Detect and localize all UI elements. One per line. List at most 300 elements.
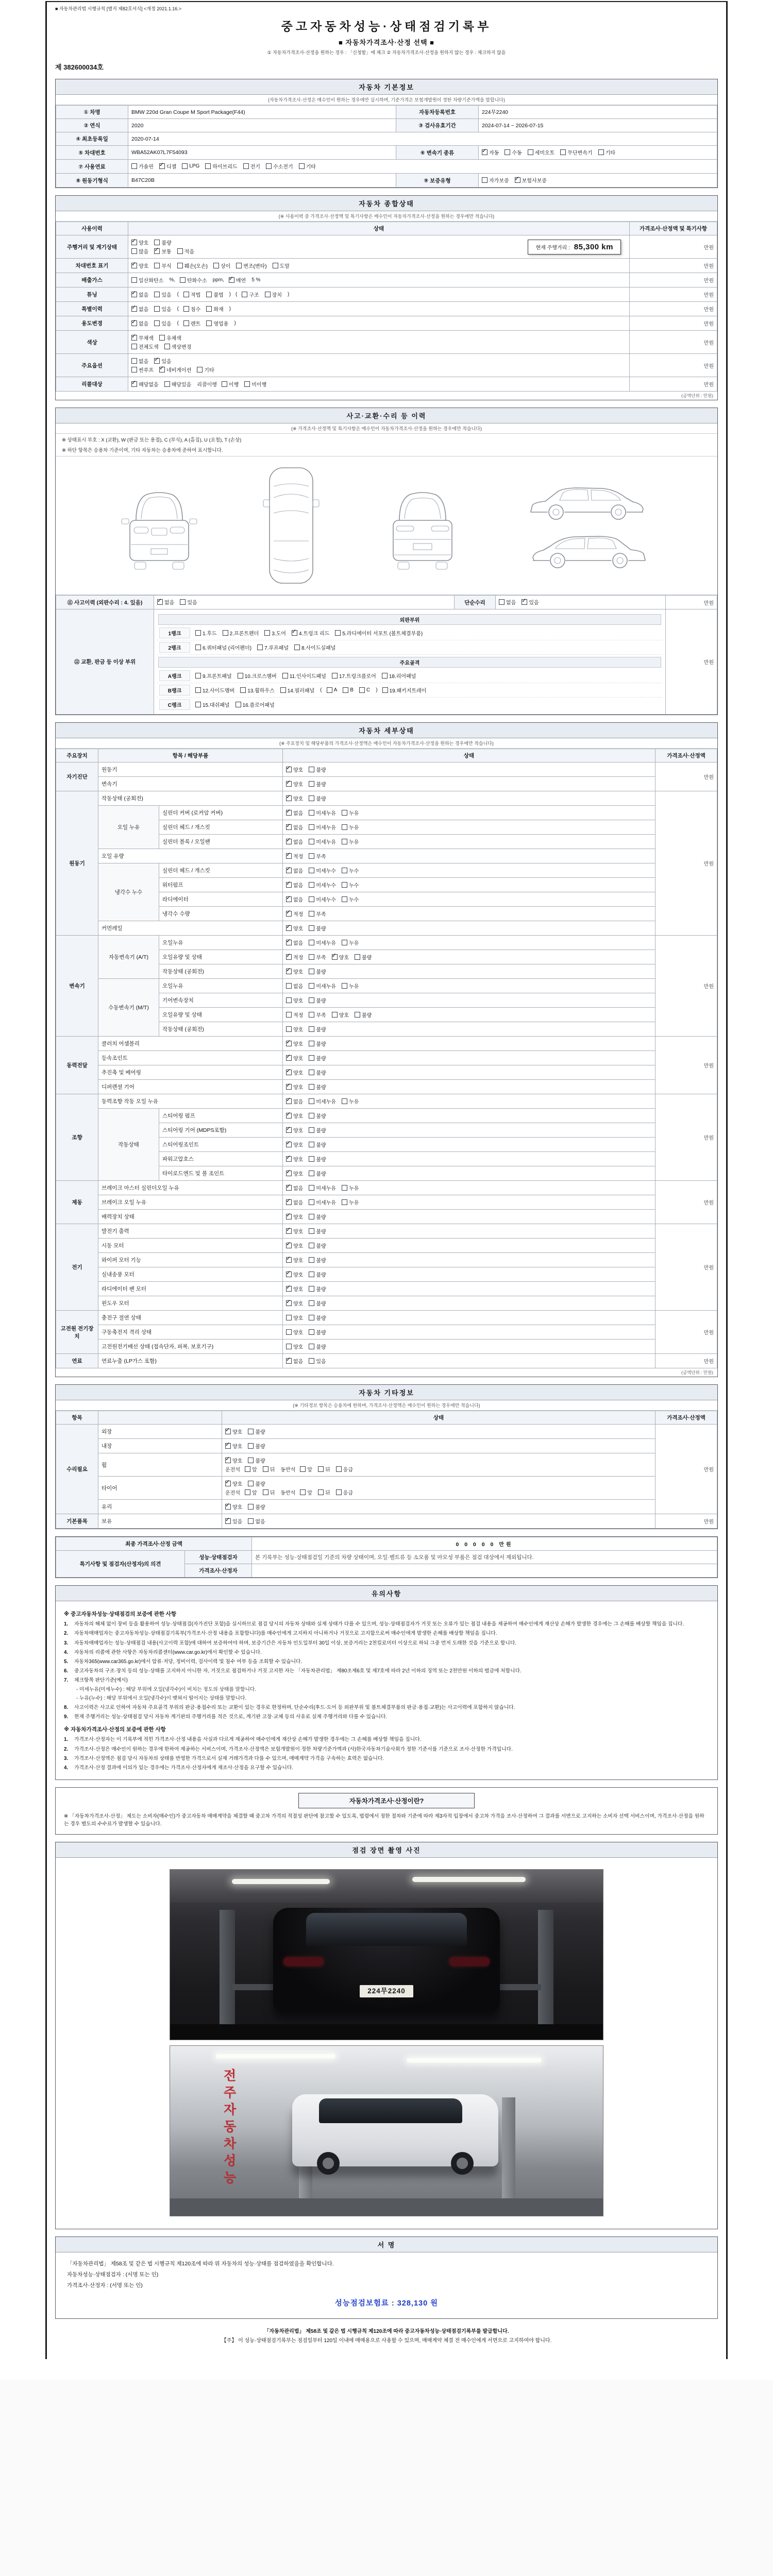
checkbox[interactable] <box>286 1098 292 1104</box>
checkbox-option[interactable] <box>309 924 326 932</box>
checkbox[interactable] <box>240 687 246 693</box>
checkbox-option[interactable] <box>157 598 174 606</box>
checkbox[interactable] <box>355 1012 360 1018</box>
checkbox[interactable] <box>309 1228 314 1234</box>
checkbox-option[interactable] <box>286 1270 303 1278</box>
checkbox[interactable] <box>286 795 292 801</box>
checkbox-option[interactable] <box>309 1343 326 1350</box>
checkbox-option[interactable] <box>309 1126 326 1134</box>
checkbox-option[interactable] <box>309 794 326 802</box>
checkbox[interactable] <box>286 1185 292 1191</box>
checkbox-option[interactable] <box>309 1025 326 1033</box>
checkbox-option[interactable] <box>236 701 275 708</box>
checkbox[interactable] <box>327 687 332 693</box>
checkbox[interactable] <box>505 149 510 155</box>
checkbox-option[interactable] <box>309 1314 326 1321</box>
checkbox[interactable] <box>309 940 314 945</box>
checkbox-option[interactable] <box>309 780 326 788</box>
checkbox-option[interactable] <box>332 1011 349 1019</box>
checkbox[interactable] <box>195 673 201 679</box>
checkbox-option[interactable] <box>154 247 171 255</box>
checkbox[interactable] <box>309 853 314 859</box>
checkbox[interactable] <box>223 630 228 636</box>
checkbox[interactable] <box>286 983 292 989</box>
checkbox[interactable] <box>286 1026 292 1032</box>
checkbox-option[interactable] <box>265 291 282 298</box>
checkbox[interactable] <box>197 367 203 372</box>
checkbox-option[interactable] <box>286 1285 303 1293</box>
checkbox-option[interactable] <box>180 276 207 284</box>
checkbox[interactable] <box>286 911 292 917</box>
checkbox-option[interactable] <box>286 1025 303 1033</box>
checkbox-option[interactable] <box>286 1126 303 1134</box>
checkbox-option[interactable] <box>244 380 266 388</box>
checkbox[interactable] <box>294 645 300 650</box>
checkbox-option[interactable] <box>164 343 192 350</box>
checkbox[interactable] <box>286 853 292 859</box>
checkbox-option[interactable] <box>182 163 199 169</box>
checkbox-option[interactable] <box>263 1465 275 1473</box>
checkbox-option[interactable] <box>318 1465 330 1473</box>
checkbox-option[interactable] <box>159 334 181 342</box>
checkbox-option[interactable] <box>286 881 303 889</box>
checkbox-option[interactable] <box>342 1198 359 1206</box>
checkbox-option[interactable] <box>154 305 171 313</box>
checkbox-option[interactable] <box>482 176 509 184</box>
checkbox[interactable] <box>242 292 247 297</box>
checkbox-option[interactable] <box>286 838 303 845</box>
checkbox-option[interactable] <box>205 162 237 170</box>
checkbox[interactable] <box>309 1127 314 1133</box>
checkbox-option[interactable] <box>248 1503 265 1511</box>
checkbox[interactable] <box>309 983 314 989</box>
checkbox[interactable] <box>309 1084 314 1090</box>
checkbox-option[interactable] <box>286 1054 303 1062</box>
checkbox[interactable] <box>154 320 160 326</box>
checkbox[interactable] <box>342 839 347 844</box>
checkbox[interactable] <box>300 1466 306 1472</box>
checkbox-option[interactable] <box>309 968 326 975</box>
checkbox[interactable] <box>154 358 160 364</box>
checkbox[interactable] <box>183 292 189 297</box>
checkbox[interactable] <box>355 954 360 960</box>
checkbox-option[interactable] <box>248 1517 265 1525</box>
checkbox-option[interactable] <box>286 1343 303 1350</box>
checkbox[interactable] <box>382 687 388 693</box>
checkbox-option[interactable] <box>342 809 359 817</box>
checkbox[interactable] <box>286 839 292 844</box>
checkbox[interactable] <box>154 240 160 245</box>
checkbox-option[interactable] <box>286 968 303 975</box>
checkbox-option[interactable] <box>342 867 359 874</box>
checkbox-option[interactable] <box>131 305 148 313</box>
checkbox[interactable] <box>222 381 227 387</box>
checkbox-option[interactable] <box>318 1488 330 1496</box>
checkbox[interactable] <box>263 1489 268 1495</box>
checkbox[interactable] <box>206 320 212 326</box>
checkbox-option[interactable] <box>286 1242 303 1249</box>
checkbox-option[interactable] <box>309 1242 326 1249</box>
checkbox-option[interactable] <box>309 1328 326 1336</box>
checkbox-option[interactable] <box>286 823 303 831</box>
checkbox[interactable] <box>286 1127 292 1133</box>
checkbox[interactable] <box>131 277 137 283</box>
checkbox-option[interactable] <box>225 1442 242 1450</box>
checkbox-option[interactable] <box>309 1227 326 1235</box>
checkbox-option[interactable] <box>292 629 329 637</box>
checkbox-option[interactable] <box>286 953 303 961</box>
checkbox[interactable] <box>309 1243 314 1248</box>
checkbox-option[interactable] <box>598 148 615 156</box>
checkbox-option[interactable] <box>286 794 303 802</box>
checkbox[interactable] <box>560 149 566 155</box>
checkbox[interactable] <box>286 1257 292 1263</box>
checkbox-option[interactable] <box>206 305 223 313</box>
checkbox[interactable] <box>336 1489 342 1495</box>
checkbox[interactable] <box>195 687 201 693</box>
checkbox-option[interactable] <box>343 687 354 693</box>
checkbox[interactable] <box>131 240 137 245</box>
checkbox-option[interactable] <box>238 672 277 680</box>
checkbox[interactable] <box>154 306 160 312</box>
checkbox[interactable] <box>159 367 165 372</box>
checkbox-option[interactable] <box>309 910 326 918</box>
checkbox[interactable] <box>245 1466 250 1472</box>
checkbox-option[interactable] <box>355 1011 372 1019</box>
checkbox-option[interactable] <box>342 1097 359 1105</box>
checkbox-option[interactable] <box>286 766 303 773</box>
checkbox-option[interactable] <box>309 996 326 1004</box>
checkbox[interactable] <box>265 292 271 297</box>
checkbox-option[interactable] <box>154 291 171 298</box>
checkbox-option[interactable] <box>286 1299 303 1307</box>
checkbox-option[interactable] <box>154 357 171 365</box>
checkbox-option[interactable] <box>248 1456 265 1464</box>
checkbox[interactable] <box>499 599 505 605</box>
checkbox[interactable] <box>280 687 286 693</box>
checkbox-option[interactable] <box>309 1184 336 1192</box>
checkbox-option[interactable] <box>286 1328 303 1336</box>
checkbox-option[interactable] <box>286 1256 303 1264</box>
checkbox[interactable] <box>309 882 314 888</box>
checkbox-option[interactable] <box>286 809 303 817</box>
checkbox-option[interactable] <box>195 686 234 694</box>
checkbox[interactable] <box>286 868 292 873</box>
checkbox-option[interactable] <box>264 629 286 637</box>
checkbox[interactable] <box>286 1070 292 1075</box>
checkbox[interactable] <box>309 839 314 844</box>
checkbox[interactable] <box>299 163 305 169</box>
checkbox-option[interactable] <box>225 1503 242 1511</box>
checkbox-option[interactable] <box>309 1040 326 1047</box>
checkbox[interactable] <box>309 781 314 787</box>
checkbox-option[interactable] <box>131 262 148 269</box>
checkbox-option[interactable] <box>382 686 427 694</box>
checkbox[interactable] <box>332 1012 338 1018</box>
checkbox[interactable] <box>309 1199 314 1205</box>
checkbox-option[interactable] <box>309 1069 326 1076</box>
checkbox[interactable] <box>335 630 341 636</box>
checkbox[interactable] <box>286 824 292 830</box>
checkbox-option[interactable] <box>309 809 336 817</box>
checkbox-option[interactable] <box>280 686 315 694</box>
checkbox[interactable] <box>286 954 292 960</box>
checkbox-option[interactable] <box>327 687 338 693</box>
checkbox[interactable] <box>515 177 520 183</box>
checkbox-option[interactable] <box>243 162 260 170</box>
checkbox[interactable] <box>309 1214 314 1219</box>
checkbox[interactable] <box>248 1429 254 1434</box>
checkbox-option[interactable] <box>286 867 303 874</box>
checkbox-option[interactable] <box>286 1011 303 1019</box>
checkbox[interactable] <box>309 1257 314 1263</box>
checkbox-option[interactable] <box>131 247 148 255</box>
checkbox[interactable] <box>342 882 347 888</box>
checkbox-option[interactable] <box>286 1083 303 1091</box>
checkbox-option[interactable] <box>355 953 372 961</box>
checkbox-option[interactable] <box>336 1488 353 1496</box>
checkbox-option[interactable] <box>286 1155 303 1163</box>
checkbox[interactable] <box>131 381 137 387</box>
checkbox-option[interactable] <box>309 823 336 831</box>
checkbox-option[interactable] <box>482 148 499 156</box>
checkbox-option[interactable] <box>131 357 148 365</box>
checkbox[interactable] <box>382 673 388 679</box>
checkbox[interactable] <box>286 1142 292 1147</box>
checkbox-option[interactable] <box>195 672 232 680</box>
checkbox[interactable] <box>213 263 219 268</box>
checkbox[interactable] <box>309 1012 314 1018</box>
checkbox[interactable] <box>183 320 189 326</box>
checkbox[interactable] <box>236 263 242 268</box>
checkbox-option[interactable] <box>131 162 154 170</box>
checkbox-option[interactable] <box>309 1213 326 1221</box>
checkbox-option[interactable] <box>309 953 326 961</box>
checkbox[interactable] <box>206 306 212 312</box>
checkbox-option[interactable] <box>263 1488 275 1496</box>
checkbox[interactable] <box>286 1113 292 1118</box>
checkbox[interactable] <box>177 263 183 268</box>
checkbox-option[interactable] <box>342 895 359 903</box>
checkbox[interactable] <box>342 1098 347 1104</box>
checkbox[interactable] <box>286 896 292 902</box>
checkbox-option[interactable] <box>505 148 522 156</box>
checkbox[interactable] <box>225 1443 231 1449</box>
checkbox[interactable] <box>342 896 347 902</box>
checkbox[interactable] <box>286 1272 292 1277</box>
checkbox-option[interactable] <box>309 1198 336 1206</box>
checkbox[interactable] <box>164 381 170 387</box>
checkbox-option[interactable] <box>245 1488 257 1496</box>
checkbox[interactable] <box>309 1026 314 1032</box>
checkbox[interactable] <box>286 997 292 1003</box>
checkbox-option[interactable] <box>257 643 289 651</box>
checkbox[interactable] <box>206 292 212 297</box>
checkbox[interactable] <box>482 149 488 155</box>
checkbox[interactable] <box>286 1041 292 1046</box>
checkbox-option[interactable] <box>309 1155 326 1163</box>
checkbox-option[interactable] <box>286 1357 303 1365</box>
checkbox-option[interactable] <box>309 867 336 874</box>
checkbox-option[interactable] <box>242 291 259 298</box>
checkbox-option[interactable] <box>342 838 359 845</box>
checkbox[interactable] <box>236 702 241 707</box>
checkbox[interactable] <box>248 1481 254 1486</box>
checkbox-option[interactable] <box>222 380 239 388</box>
checkbox-option[interactable] <box>282 672 326 680</box>
checkbox[interactable] <box>286 1171 292 1176</box>
checkbox-option[interactable] <box>342 1184 359 1192</box>
checkbox[interactable] <box>292 630 297 636</box>
checkbox-option[interactable] <box>131 291 148 298</box>
checkbox[interactable] <box>359 687 365 693</box>
checkbox[interactable] <box>238 673 243 679</box>
checkbox[interactable] <box>309 868 314 873</box>
checkbox-option[interactable] <box>332 672 376 680</box>
checkbox[interactable] <box>286 1344 292 1349</box>
checkbox-option[interactable] <box>286 924 303 932</box>
checkbox-option[interactable] <box>225 1428 242 1435</box>
checkbox-option[interactable] <box>248 1442 265 1450</box>
checkbox[interactable] <box>257 645 263 650</box>
checkbox[interactable] <box>332 673 338 679</box>
checkbox-option[interactable] <box>248 1480 265 1487</box>
checkbox-option[interactable] <box>286 939 303 946</box>
checkbox[interactable] <box>309 1098 314 1104</box>
checkbox[interactable] <box>286 767 292 772</box>
checkbox-option[interactable] <box>131 276 163 284</box>
checkbox[interactable] <box>309 1142 314 1147</box>
checkbox-option[interactable] <box>183 305 200 313</box>
checkbox[interactable] <box>309 925 314 931</box>
checkbox-option[interactable] <box>286 1141 303 1148</box>
checkbox[interactable] <box>342 1185 347 1191</box>
checkbox[interactable] <box>263 1466 268 1472</box>
checkbox-option[interactable] <box>223 629 259 637</box>
checkbox[interactable] <box>342 810 347 816</box>
checkbox[interactable] <box>309 1185 314 1191</box>
checkbox-option[interactable] <box>515 176 547 184</box>
checkbox[interactable] <box>286 1199 292 1205</box>
checkbox[interactable] <box>309 1272 314 1277</box>
checkbox[interactable] <box>343 687 348 693</box>
checkbox-option[interactable] <box>309 895 336 903</box>
checkbox-option[interactable] <box>236 262 266 269</box>
checkbox[interactable] <box>309 969 314 974</box>
checkbox[interactable] <box>131 163 137 169</box>
checkbox-option[interactable] <box>206 319 228 327</box>
checkbox[interactable] <box>286 882 292 888</box>
checkbox-option[interactable] <box>309 1256 326 1264</box>
checkbox-option[interactable] <box>159 366 191 374</box>
checkbox[interactable] <box>309 1315 314 1320</box>
checkbox[interactable] <box>286 810 292 816</box>
checkbox-option[interactable] <box>300 1465 312 1473</box>
checkbox[interactable] <box>286 1228 292 1234</box>
checkbox-option[interactable] <box>286 1040 303 1047</box>
checkbox[interactable] <box>309 1286 314 1292</box>
checkbox-option[interactable] <box>195 701 230 708</box>
checkbox[interactable] <box>195 645 201 650</box>
checkbox[interactable] <box>286 925 292 931</box>
checkbox[interactable] <box>248 1443 254 1449</box>
checkbox-option[interactable] <box>342 939 359 946</box>
checkbox[interactable] <box>309 1300 314 1306</box>
checkbox[interactable] <box>131 263 137 268</box>
checkbox-option[interactable] <box>286 895 303 903</box>
checkbox-option[interactable] <box>183 291 200 298</box>
checkbox-option[interactable] <box>197 366 214 374</box>
checkbox-option[interactable] <box>286 1069 303 1076</box>
checkbox[interactable] <box>342 1199 347 1205</box>
checkbox[interactable] <box>154 292 160 297</box>
checkbox[interactable] <box>286 1300 292 1306</box>
checkbox-option[interactable] <box>286 1314 303 1321</box>
checkbox[interactable] <box>309 1358 314 1364</box>
checkbox[interactable] <box>264 630 270 636</box>
checkbox-option[interactable] <box>499 598 516 606</box>
checkbox[interactable] <box>342 940 347 945</box>
checkbox-option[interactable] <box>213 262 230 269</box>
checkbox-option[interactable] <box>248 1428 265 1435</box>
checkbox[interactable] <box>131 248 137 254</box>
checkbox[interactable] <box>225 1504 231 1510</box>
checkbox-option[interactable] <box>309 1285 326 1293</box>
checkbox[interactable] <box>131 344 137 349</box>
checkbox[interactable] <box>273 263 278 268</box>
checkbox[interactable] <box>309 954 314 960</box>
checkbox[interactable] <box>342 824 347 830</box>
checkbox-option[interactable] <box>131 343 159 350</box>
checkbox[interactable] <box>309 997 314 1003</box>
checkbox[interactable] <box>309 911 314 917</box>
checkbox-option[interactable] <box>522 598 539 606</box>
checkbox[interactable] <box>309 1171 314 1176</box>
checkbox[interactable] <box>245 1489 250 1495</box>
checkbox[interactable] <box>336 1466 342 1472</box>
checkbox-option[interactable] <box>309 1170 326 1177</box>
checkbox-option[interactable] <box>309 1299 326 1307</box>
checkbox[interactable] <box>309 795 314 801</box>
checkbox[interactable] <box>309 1344 314 1349</box>
checkbox-option[interactable] <box>286 1170 303 1177</box>
checkbox[interactable] <box>154 248 160 254</box>
checkbox-option[interactable] <box>309 852 326 860</box>
checkbox[interactable] <box>154 263 160 268</box>
checkbox-option[interactable] <box>164 380 192 388</box>
checkbox-option[interactable] <box>286 1213 303 1221</box>
checkbox-option[interactable] <box>266 162 293 170</box>
checkbox-option[interactable] <box>240 686 275 694</box>
checkbox-option[interactable] <box>131 366 154 374</box>
checkbox-option[interactable] <box>286 996 303 1004</box>
checkbox-option[interactable] <box>286 1097 303 1105</box>
checkbox-option[interactable] <box>300 1488 312 1496</box>
checkbox[interactable] <box>309 1156 314 1162</box>
checkbox-option[interactable] <box>309 1097 336 1105</box>
checkbox[interactable] <box>131 335 137 341</box>
checkbox-option[interactable] <box>286 1184 303 1192</box>
checkbox[interactable] <box>205 163 211 169</box>
checkbox-option[interactable] <box>225 1480 242 1487</box>
checkbox[interactable] <box>309 1055 314 1061</box>
checkbox[interactable] <box>225 1518 231 1524</box>
checkbox-option[interactable] <box>206 291 223 298</box>
checkbox[interactable] <box>182 163 188 169</box>
checkbox-option[interactable] <box>336 1465 353 1473</box>
checkbox-option[interactable] <box>309 982 336 990</box>
checkbox-option[interactable] <box>131 334 154 342</box>
